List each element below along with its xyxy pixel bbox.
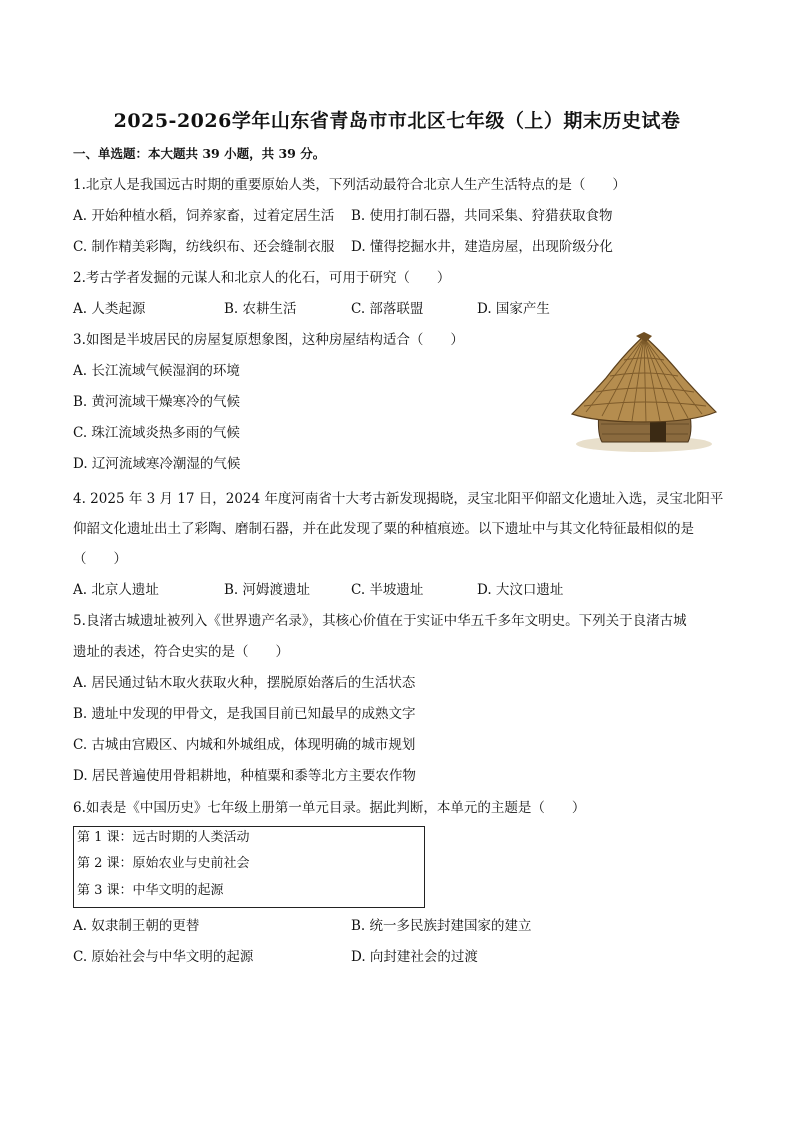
q2-option-d[interactable]: D. 国家产生 <box>477 301 550 317</box>
question-4-stem-line-2: 仰韶文化遗址出土了彩陶、磨制石器，并在此发现了粟的种植痕迹。以下遗址中与其文化特征最相似的是 <box>73 521 694 537</box>
q4-option-c[interactable]: C. 半坡遗址 <box>351 582 424 598</box>
question-4-stem-line-3: （ ） <box>73 551 127 567</box>
q3-option-c[interactable]: C. 珠江流域炎热多雨的气候 <box>73 425 240 441</box>
q5-option-d[interactable]: D. 居民普遍使用骨耜耕地，种植粟和黍等北方主要农作物 <box>73 768 416 784</box>
question-5-stem-line-2: 遗址的表述，符合史实的是（ ） <box>73 644 289 660</box>
question-6-stem: 6.如表是《中国历史》七年级上册第一单元目录。据此判断，本单元的主题是（ ） <box>73 800 586 816</box>
q3-option-a[interactable]: A. 长江流域气候湿润的环境 <box>73 363 240 379</box>
q2-option-a[interactable]: A. 人类起源 <box>73 301 146 317</box>
banpo-hut-illustration <box>566 332 718 454</box>
question-5-stem-line-1: 5.良渚古城遗址被列入《世界遗产名录》，其核心价值在于实证中华五千多年文明史。下列关于良渚古城 <box>73 613 687 629</box>
q3-option-d[interactable]: D. 辽河流域寒冷潮湿的气候 <box>73 456 241 472</box>
q4-option-b[interactable]: B. 河姆渡遗址 <box>224 582 311 598</box>
question-1-stem: 1.北京人是我国远古时期的重要原始人类，下列活动最符合北京人生产生活特点的是（ ） <box>73 177 626 193</box>
question-3-stem: 3.如图是半坡居民的房屋复原想象图，这种房屋结构适合（ ） <box>73 332 464 348</box>
q4-option-d[interactable]: D. 大汶口遗址 <box>477 582 564 598</box>
q1-option-b[interactable]: B. 使用打制石器，共同采集、狩猎获取食物 <box>351 208 613 224</box>
q1-option-a[interactable]: A. 开始种植水稻，饲养家畜，过着定居生活 <box>73 208 335 224</box>
unit-table-of-contents <box>73 826 425 908</box>
q4-option-a[interactable]: A. 北京人遗址 <box>73 582 159 598</box>
section-heading: 一、单选题：本大题共 39 小题，共 39 分。 <box>73 146 326 161</box>
q5-option-b[interactable]: B. 遗址中发现的甲骨文，是我国目前已知最早的成熟文字 <box>73 706 416 722</box>
q6-option-b[interactable]: B. 统一多民族封建国家的建立 <box>351 918 532 934</box>
q6-option-d[interactable]: D. 向封建社会的过渡 <box>351 949 478 965</box>
q5-option-c[interactable]: C. 古城由宫殿区、内城和外城组成，体现明确的城市规划 <box>73 737 416 753</box>
question-2-stem: 2.考古学者发掘的元谋人和北京人的化石，可用于研究（ ） <box>73 270 451 286</box>
q2-option-c[interactable]: C. 部落联盟 <box>351 301 424 317</box>
q5-option-a[interactable]: A. 居民通过钻木取火获取火种，摆脱原始落后的生活状态 <box>73 675 416 691</box>
toc-row: 第 1 课：远古时期的人类活动 <box>77 830 250 845</box>
question-4-stem-line-1: 4. 2025 年 3 月 17 日，2024 年度河南省十大考古新发现揭晓，灵宝北阳平仰韶文化遗址入选，灵宝北阳平 <box>73 491 724 507</box>
toc-row: 第 3 课：中华文明的起源 <box>77 883 224 898</box>
exam-title: 2025-2026学年山东省青岛市市北区七年级（上）期末历史试卷 <box>113 110 681 132</box>
q6-option-c[interactable]: C. 原始社会与中华文明的起源 <box>73 949 254 965</box>
q3-option-b[interactable]: B. 黄河流域干燥寒冷的气候 <box>73 394 241 410</box>
q6-option-a[interactable]: A. 奴隶制王朝的更替 <box>73 918 200 934</box>
q2-option-b[interactable]: B. 农耕生活 <box>224 301 297 317</box>
q1-option-c[interactable]: C. 制作精美彩陶，纺线织布、还会缝制衣服 <box>73 239 335 255</box>
q1-option-d[interactable]: D. 懂得挖掘水井，建造房屋，出现阶级分化 <box>351 239 613 255</box>
toc-row: 第 2 课：原始农业与史前社会 <box>77 856 250 871</box>
